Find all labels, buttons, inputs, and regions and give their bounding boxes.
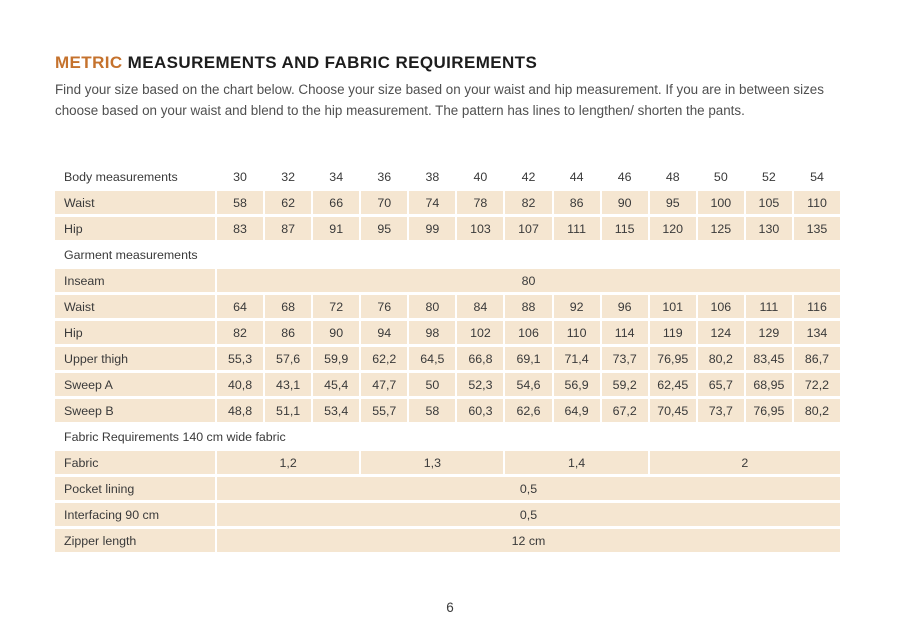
value-cell: 120 [650, 217, 696, 240]
table-row-4-inseam [55, 269, 840, 292]
value-cell: 62,6 [505, 399, 551, 422]
value-cell: 73,7 [602, 347, 648, 370]
value-cell: 51,1 [265, 399, 311, 422]
title-rest: MEASUREMENTS AND FABRIC REQUIREMENTS [122, 53, 538, 72]
page-title [55, 53, 537, 73]
size-column-header: 46 [617, 169, 632, 184]
value-cell: 110 [794, 191, 840, 214]
value-cell-span: 1,2 [217, 451, 359, 474]
table-row-0-body-measurements [55, 165, 840, 188]
value-cell: 87 [265, 217, 311, 240]
table-row-6-hip [55, 321, 840, 344]
row-label: Waist [55, 191, 215, 214]
value-cell: 95 [361, 217, 407, 240]
value-cell: 66 [313, 191, 359, 214]
value-cell: 70,45 [650, 399, 696, 422]
title-accent-word: METRIC [55, 53, 123, 72]
measurements-table [55, 165, 840, 552]
size-column-header: 54 [810, 169, 824, 184]
value-cell: 105 [746, 191, 792, 214]
value-cell: 68,95 [746, 373, 792, 396]
table-row-3-garment-measurements [55, 243, 840, 266]
table-row-8-sweep-a [55, 373, 840, 396]
value-cell: 50 [409, 373, 455, 396]
size-column-header: 32 [281, 169, 296, 184]
table-row-2-hip [55, 217, 840, 240]
value-cell: 92 [554, 295, 600, 318]
value-cell: 129 [746, 321, 792, 344]
value-cell: 106 [505, 321, 551, 344]
value-cell-full-width: 0,5 [217, 477, 840, 500]
table-row-9-sweep-b [55, 399, 840, 422]
row-label: Hip [55, 217, 215, 240]
value-cell: 115 [602, 217, 648, 240]
value-cell: 55,3 [217, 347, 263, 370]
value-cell: 91 [313, 217, 359, 240]
value-cell: 67,2 [602, 399, 648, 422]
value-cell: 64 [217, 295, 263, 318]
value-cell: 82 [217, 321, 263, 344]
value-cell-span: 2 [650, 451, 840, 474]
value-cell: 45,4 [313, 373, 359, 396]
row-label: Sweep B [55, 399, 215, 422]
value-cell: 96 [602, 295, 648, 318]
size-column-header: 36 [377, 169, 392, 184]
value-cell: 86 [265, 321, 311, 344]
value-cell: 119 [650, 321, 696, 344]
value-cell: 94 [361, 321, 407, 344]
value-cell: 72,2 [794, 373, 840, 396]
value-cell: 86,7 [794, 347, 840, 370]
value-cell: 125 [698, 217, 744, 240]
value-cell-full-width: 12 cm [217, 529, 840, 552]
value-cell: 55,7 [361, 399, 407, 422]
value-cell: 59,9 [313, 347, 359, 370]
row-label: Sweep A [55, 373, 215, 396]
value-cell: 88 [505, 295, 551, 318]
table-row-10-fabric-requirements-140-cm-wide-fabric [55, 425, 840, 448]
row-label: Inseam [55, 269, 215, 292]
value-cell: 100 [698, 191, 744, 214]
value-cell: 80 [409, 295, 455, 318]
value-cell: 107 [505, 217, 551, 240]
value-cell: 98 [409, 321, 455, 344]
value-cell: 124 [698, 321, 744, 344]
value-cell: 59,2 [602, 373, 648, 396]
value-cell: 64,9 [554, 399, 600, 422]
row-label: Pocket lining [55, 477, 215, 500]
row-label: Upper thigh [55, 347, 215, 370]
value-cell: 135 [794, 217, 840, 240]
row-label: Fabric [55, 451, 215, 474]
page-number: 6 [446, 600, 454, 615]
value-cell: 99 [409, 217, 455, 240]
section-heading: Fabric Requirements 140 cm wide fabric [64, 429, 286, 444]
size-column-header: 34 [329, 169, 344, 184]
value-cell: 54,6 [505, 373, 551, 396]
value-cell: 65,7 [698, 373, 744, 396]
value-cell: 64,5 [409, 347, 455, 370]
value-cell-span: 1,4 [505, 451, 647, 474]
row-label: Waist [55, 295, 215, 318]
value-cell: 80,2 [698, 347, 744, 370]
intro-line-1: Find your size based on the chart below. Choose your size based on your waist and hip measurement. If you are in between sizes [55, 82, 824, 97]
table-row-1-waist [55, 191, 840, 214]
value-cell: 95 [650, 191, 696, 214]
value-cell: 66,8 [457, 347, 503, 370]
size-column-header: 42 [521, 169, 536, 184]
value-cell: 73,7 [698, 399, 744, 422]
value-cell: 76,95 [650, 347, 696, 370]
value-cell: 83,45 [746, 347, 792, 370]
value-cell: 57,6 [265, 347, 311, 370]
value-cell: 114 [602, 321, 648, 344]
size-column-header: 44 [569, 169, 584, 184]
value-cell: 82 [505, 191, 551, 214]
row-label: Body measurements [64, 169, 178, 184]
value-cell: 47,7 [361, 373, 407, 396]
value-cell: 56,9 [554, 373, 600, 396]
value-cell: 86 [554, 191, 600, 214]
value-cell: 76,95 [746, 399, 792, 422]
value-cell: 58 [409, 399, 455, 422]
value-cell: 60,3 [457, 399, 503, 422]
value-cell: 111 [554, 217, 600, 240]
value-cell: 70 [361, 191, 407, 214]
size-column-header: 48 [665, 169, 680, 184]
value-cell: 62 [265, 191, 311, 214]
table-row-7-upper-thigh [55, 347, 840, 370]
value-cell: 111 [746, 295, 792, 318]
size-column-header: 38 [425, 169, 440, 184]
value-cell: 90 [313, 321, 359, 344]
value-cell: 116 [794, 295, 840, 318]
value-cell: 101 [650, 295, 696, 318]
value-cell: 62,2 [361, 347, 407, 370]
value-cell: 48,8 [217, 399, 263, 422]
value-cell: 53,4 [313, 399, 359, 422]
value-cell: 62,45 [650, 373, 696, 396]
value-cell: 84 [457, 295, 503, 318]
table-row-5-waist [55, 295, 840, 318]
value-cell: 72 [313, 295, 359, 318]
row-label: Interfacing 90 cm [55, 503, 215, 526]
value-cell-full-width: 80 [217, 269, 840, 292]
intro-paragraph [55, 79, 824, 121]
row-label: Zipper length [55, 529, 215, 552]
value-cell: 130 [746, 217, 792, 240]
value-cell: 106 [698, 295, 744, 318]
table-row-12-pocket-lining [55, 477, 840, 500]
section-heading: Garment measurements [64, 247, 198, 262]
row-label: Hip [55, 321, 215, 344]
value-cell-full-width: 0,5 [217, 503, 840, 526]
value-cell: 52,3 [457, 373, 503, 396]
value-cell: 103 [457, 217, 503, 240]
value-cell: 102 [457, 321, 503, 344]
size-column-header: 50 [713, 169, 728, 184]
value-cell-span: 1,3 [361, 451, 503, 474]
size-column-header: 52 [762, 169, 776, 184]
value-cell: 74 [409, 191, 455, 214]
size-column-header: 30 [233, 169, 247, 184]
value-cell: 58 [217, 191, 263, 214]
value-cell: 69,1 [505, 347, 551, 370]
table-row-13-interfacing-90-cm [55, 503, 840, 526]
value-cell: 71,4 [554, 347, 600, 370]
value-cell: 90 [602, 191, 648, 214]
size-column-header: 40 [473, 169, 488, 184]
value-cell: 80,2 [794, 399, 840, 422]
value-cell: 76 [361, 295, 407, 318]
value-cell: 40,8 [217, 373, 263, 396]
table-row-14-zipper-length [55, 529, 840, 552]
value-cell: 110 [554, 321, 600, 344]
intro-line-2: choose based on your waist and blend to the hip measurement. The pattern has lines to lengthen/ shorten the pants. [55, 103, 745, 118]
table-row-11-fabric [55, 451, 840, 474]
value-cell: 78 [457, 191, 503, 214]
value-cell: 134 [794, 321, 840, 344]
value-cell: 83 [217, 217, 263, 240]
value-cell: 43,1 [265, 373, 311, 396]
value-cell: 68 [265, 295, 311, 318]
